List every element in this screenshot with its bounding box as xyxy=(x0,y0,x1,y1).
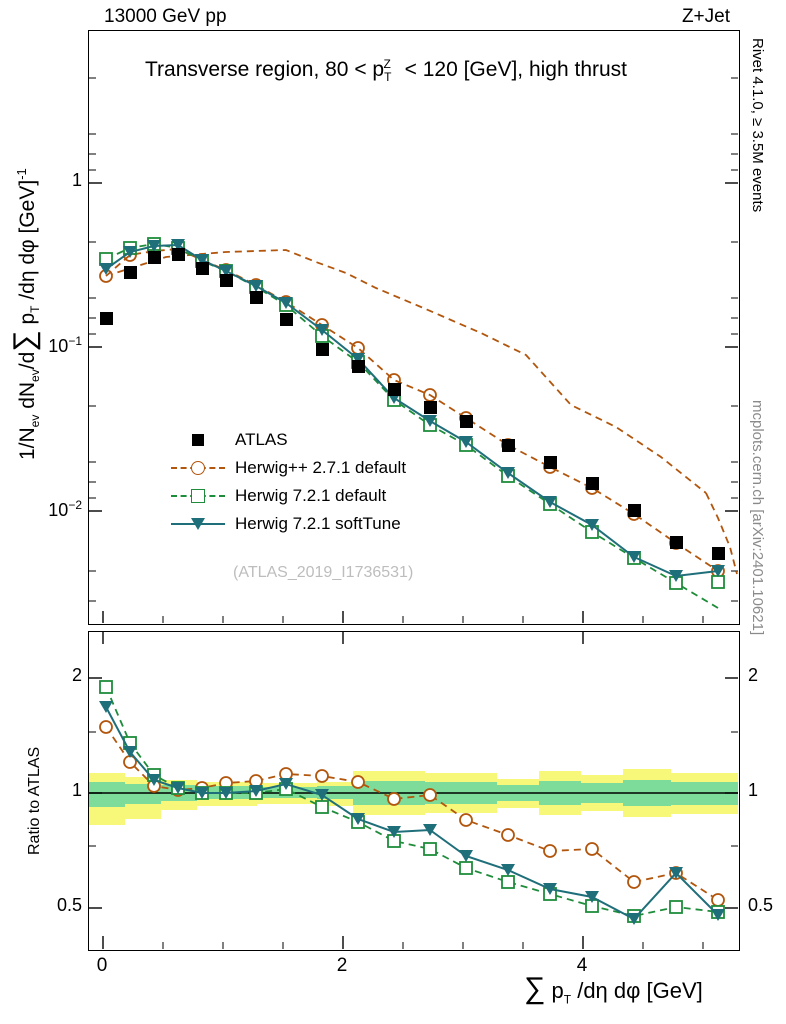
mcplots-arxiv-label: mcplots.cern.ch [arXiv:2401.10621] xyxy=(749,400,766,636)
legend-item-herwigpp xyxy=(171,454,406,482)
legend-item-herwig721 xyxy=(171,482,406,510)
legend-label: Herwig 7.2.1 default xyxy=(235,486,387,505)
ratio-right-ytick-label-05: 0.5 xyxy=(748,895,774,915)
xtick-label-4: 4 xyxy=(576,955,588,976)
main-y-axis-label: $1/N_{ev}$ $dN_{ev}/d\sum$ $p_T$ /dη dφ [GeV]$^{-1}$ xyxy=(8,168,43,460)
ratio-ytick-label-2: 2 xyxy=(71,665,82,685)
ratio-plot-canvas xyxy=(89,632,738,949)
legend-label: Herwig 7.2.1 softTune xyxy=(235,514,401,533)
ratio-ytick-label-05: 0.5 xyxy=(56,895,82,915)
legend-item-atlas xyxy=(171,426,406,454)
legend xyxy=(171,426,406,538)
legend-label: Herwig++ 2.7.1 default xyxy=(235,458,407,477)
plot-title: Transverse region, $80 < p_T^Z < 120$ [GeV], high thrust xyxy=(145,57,628,85)
xtick-label-2: 2 xyxy=(336,955,348,976)
ratio-right-ytick-label-1: 1 xyxy=(748,780,759,800)
ratio-plot-panel xyxy=(88,631,740,951)
header-right: Z+Jet xyxy=(681,6,730,27)
x-axis-label: ∑ $p_T$ /dη dφ [GeV] xyxy=(524,972,703,1007)
rivet-version-label: Rivet 4.1.0, ≥ 3.5M events xyxy=(749,38,766,213)
legend-marker-open-square xyxy=(171,486,225,506)
legend-marker-filled-triangle xyxy=(171,514,225,534)
ytick-label-1e-2: $10^{-2}$ xyxy=(48,498,82,520)
legend-label: ATLAS xyxy=(235,430,288,449)
ratio-ytick-label-1: 1 xyxy=(71,780,82,800)
legend-marker-filled-square xyxy=(171,430,225,450)
dataset-watermark: (ATLAS_2019_I1736531) xyxy=(233,564,414,581)
ratio-right-ytick-label-2: 2 xyxy=(748,665,759,685)
ytick-label-1e-1: $10^{-1}$ xyxy=(48,334,82,356)
xtick-label-0: 0 xyxy=(96,955,108,976)
legend-item-softtune xyxy=(171,510,406,538)
main-plot-panel xyxy=(88,30,740,625)
ytick-label-1: 1 xyxy=(71,170,82,190)
ratio-y-axis-label: Ratio to ATLAS xyxy=(26,746,43,855)
legend-marker-open-circle xyxy=(171,458,225,478)
header-left: 13000 GeV pp xyxy=(104,6,227,27)
